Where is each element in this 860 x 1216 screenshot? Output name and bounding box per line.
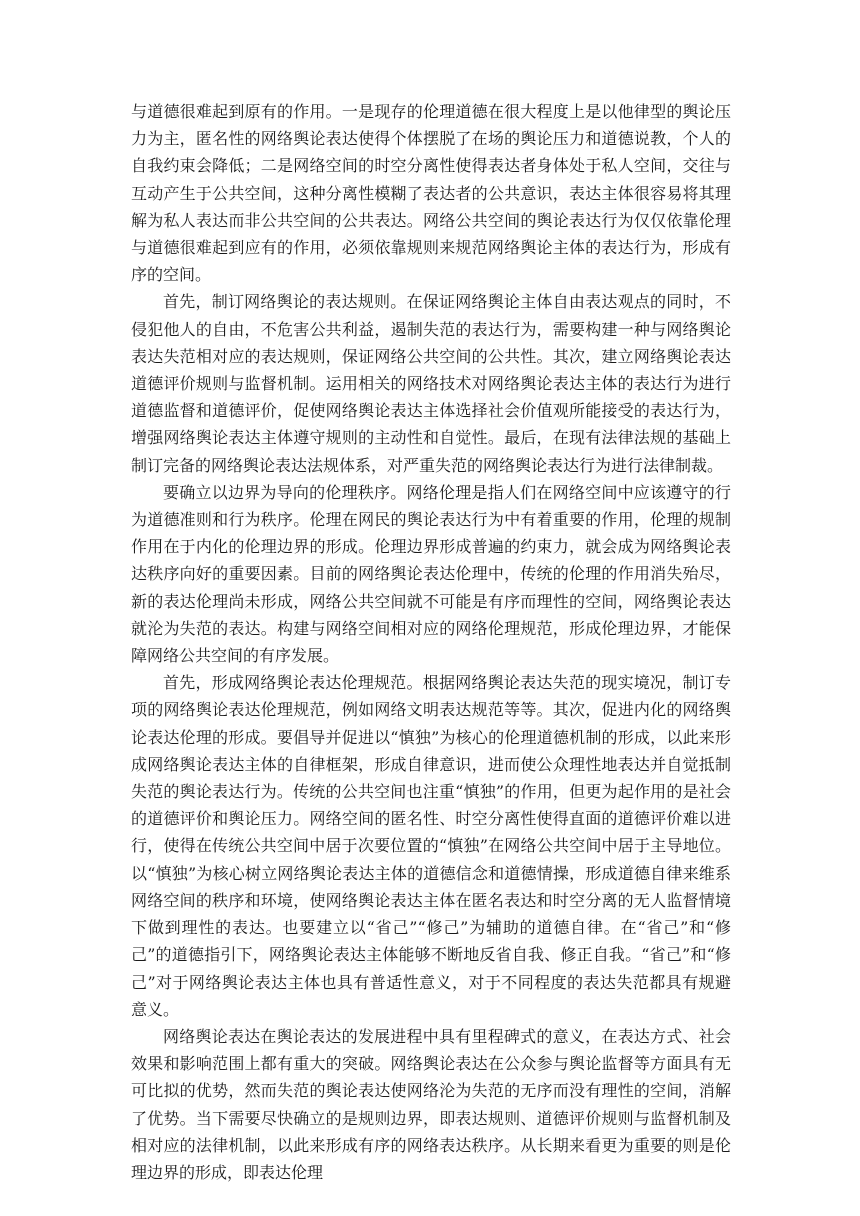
paragraph-2: 首先，制订网络舆论的表达规则。在保证网络舆论主体自由表达观点的同时，不侵犯他人的自由，不危害公共利益，遏制失范的表达行为，需要构建一种与网络舆论表达失范相对应的表达规则，保证网络公共空间的公共性。其次，建立网络舆论表达道德评价规则与监督机制。运用相关的网络技术对网络舆论表达主体的表达行为进行道德监督和道德评价，促使网络舆论表达主体选择社会价值观所能接受的表达行为，增强网络舆论表达主体遵守规则的主动性和自觉性。最后，在现有法律法规的基础上制订完备的网络舆论表达法规体系，对严重失范的网络舆论表达行为进行法律制裁。 <box>131 292 731 475</box>
paragraph-5: 网络舆论表达在舆论表达的发展进程中具有里程碑式的意义，在表达方式、社会效果和影响范围上都有重大的突破。网络舆论表达在公众参与舆论监督等方面具有无可比拟的优势，然而失范的舆论表达使网络沦为失范的无序而没有理性的空间，消解了优势。当下需要尽快确立的是规则边界，即表达规则、道德评价规则与监督机制及相对应的法律机制，以此来形成有序的网络表达秩序。从长期来看更为重要的则是伦理边界的形成，即表达伦理 <box>131 1026 731 1182</box>
paragraph-3: 要确立以边界为导向的伦理秩序。网络伦理是指人们在网络空间中应该遵守的行为道德准则和行为秩序。伦理在网民的舆论表达行为中有着重要的作用，伦理的规制作用在于内化的伦理边界的形成。伦理边界形成普遍的约束力，就会成为网络舆论表达秩序向好的重要因素。目前的网络舆论表达伦理中，传统的伦理的作用消失殆尽，新的表达伦理尚未形成，网络公共空间就不可能是有序而理性的空间，网络舆论表达就沦为失范的表达。构建与网络空间相对应的网络伦理规范，形成伦理边界，才能保障网络公共空间的有序发展。 <box>131 482 731 666</box>
body-text <box>131 98 731 1186</box>
paragraph-4: 首先，形成网络舆论表达伦理规范。根据网络舆论表达失范的现实境况，制订专项的网络舆论表达伦理规范，例如网络文明表达规范等等。其次，促进内化的网络舆论表达伦理的形成。要倡导并促进以“慎独”为核心的伦理道德机制的形成，以此来形成网络舆论表达主体的自律框架，形成自律意识，进而使公众理性地表达并自觉抵制失范的舆论表达行为。传统的公共空间也注重“慎独”的作用，但更为起作用的是社会的道德评价和舆论压力。网络空间的匿名性、时空分离性使得直面的道德评价难以进行，使得在传统公共空间中居于次要位置的“慎独”在网络公共空间中居于主导地位。以“慎独”为核心树立网络舆论表达主体的道德信念和道德情操，形成道德自律来维系网络空间的秩序和环境，使网络舆论表达主体在匿名表达和时空分离的无人监督情境下做到理性的表达。也要建立以“省己”“修己”为辅助的道德自律。在“省己”和“修己”的道德指引下，网络舆论表达主体能够不断地反省自我、修正自我。“省己”和“修己”对于网络舆论表达主体也具有普适性意义，对于不同程度的表达失范都具有规避意义。 <box>131 673 731 1019</box>
paragraph-1: 与道德很难起到原有的作用。一是现存的伦理道德在很大程度上是以他律型的舆论压力为主，匿名性的网络舆论表达使得个体摆脱了在场的舆论压力和道德说教，个人的自我约束会降低；二是网络空间的时空分离性使得表达者身体处于私人空间，交往与互动产生于公共空间，这种分离性模糊了表达者的公共意识，表达主体很容易将其理解为私人表达而非公共空间的公共表达。网络公共空间的舆论表达行为仅仅依靠伦理与道德很难起到应有的作用，必须依靠规则来规范网络舆论主体的表达行为，形成有序的空间。 <box>131 102 731 285</box>
